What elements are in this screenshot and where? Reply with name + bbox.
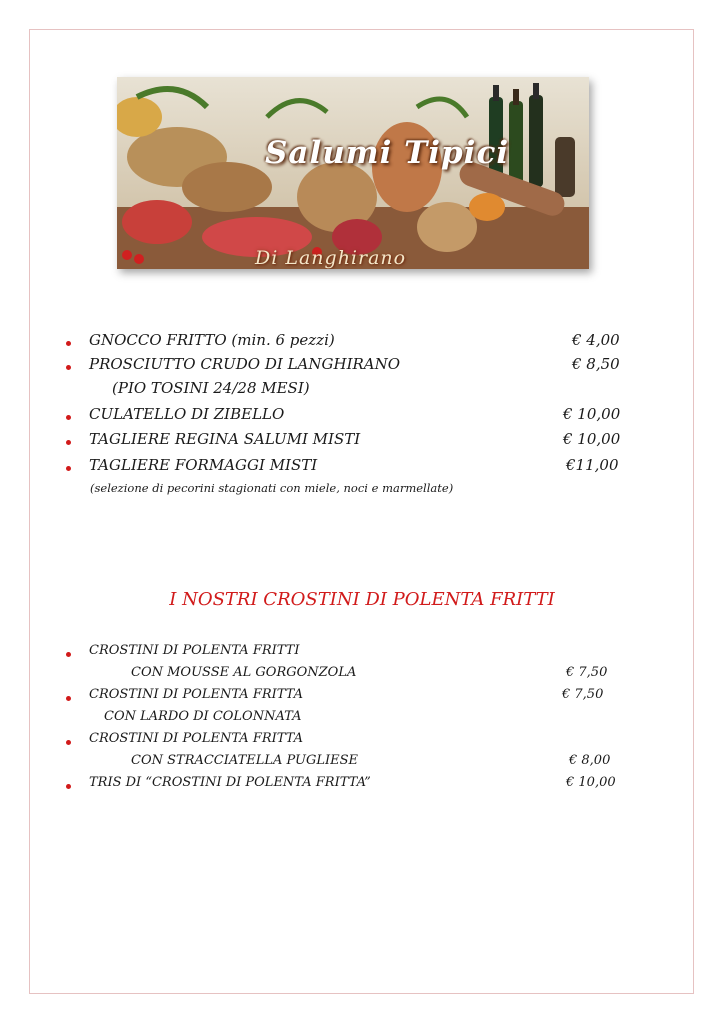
salumi-photo [117, 77, 589, 269]
banner-title: Salumi Tipici [265, 135, 510, 171]
item-label: TRIS DI “CROSTINI DI POLENTA FRITTA” [89, 775, 371, 790]
item-label: CROSTINI DI POLENTA FRITTA [89, 731, 304, 746]
banner-image [117, 77, 589, 269]
bullet-icon [66, 341, 71, 346]
list-item-detail [0, 379, 724, 401]
bullet-icon [66, 740, 71, 745]
item-label: CROSTINI DI POLENTA FRITTI [89, 643, 300, 658]
bullet-icon [66, 696, 71, 701]
list-item [0, 731, 724, 753]
list-item [0, 405, 724, 427]
item-detail: CON MOUSSE AL GORGONZOLA [131, 665, 357, 680]
item-price: € 8,00 [569, 753, 611, 768]
bullet-icon [66, 440, 71, 445]
salumi-note: (selezione di pecorini stagionati con miele, noci e marmellate) [90, 481, 454, 495]
list-item [0, 430, 724, 452]
item-price: € 7,50 [562, 687, 604, 702]
item-label: TAGLIERE REGINA SALUMI MISTI [89, 430, 361, 448]
item-detail: CON STRACCIATELLA PUGLIESE [131, 753, 359, 768]
list-item [0, 775, 724, 797]
bullet-icon [66, 415, 71, 420]
list-item [0, 355, 724, 377]
banner-subtitle: Di Langhirano [255, 247, 407, 269]
bullet-icon [66, 784, 71, 789]
item-label: CULATELLO DI ZIBELLO [89, 405, 285, 423]
list-item [0, 456, 724, 478]
item-label: TAGLIERE FORMAGGI MISTI [89, 456, 318, 474]
item-price: €11,00 [566, 456, 619, 474]
item-detail: CON LARDO DI COLONNATA [104, 709, 302, 724]
item-price: € 8,50 [572, 355, 620, 373]
item-label: CROSTINI DI POLENTA FRITTA [89, 687, 304, 702]
list-item [0, 687, 724, 709]
item-price: € 10,00 [563, 430, 621, 448]
list-item [0, 643, 724, 665]
bullet-icon [66, 365, 71, 370]
item-label: PROSCIUTTO CRUDO DI LANGHIRANO [89, 355, 401, 373]
item-detail: (PIO TOSINI 24/28 MESI) [112, 379, 310, 397]
list-item-detail [0, 665, 724, 687]
bullet-icon [66, 466, 71, 471]
bullet-icon [66, 652, 71, 657]
item-price: € 10,00 [563, 405, 621, 423]
list-item-detail [0, 753, 724, 775]
item-price: € 7,50 [566, 665, 608, 680]
item-price: € 10,00 [566, 775, 616, 790]
item-price: € 4,00 [572, 331, 620, 349]
list-item-detail [0, 709, 724, 731]
section-title: I NOSTRI CROSTINI DI POLENTA FRITTI [169, 589, 555, 610]
list-item [0, 331, 724, 353]
item-label: GNOCCO FRITTO (min. 6 pezzi) [89, 331, 335, 349]
